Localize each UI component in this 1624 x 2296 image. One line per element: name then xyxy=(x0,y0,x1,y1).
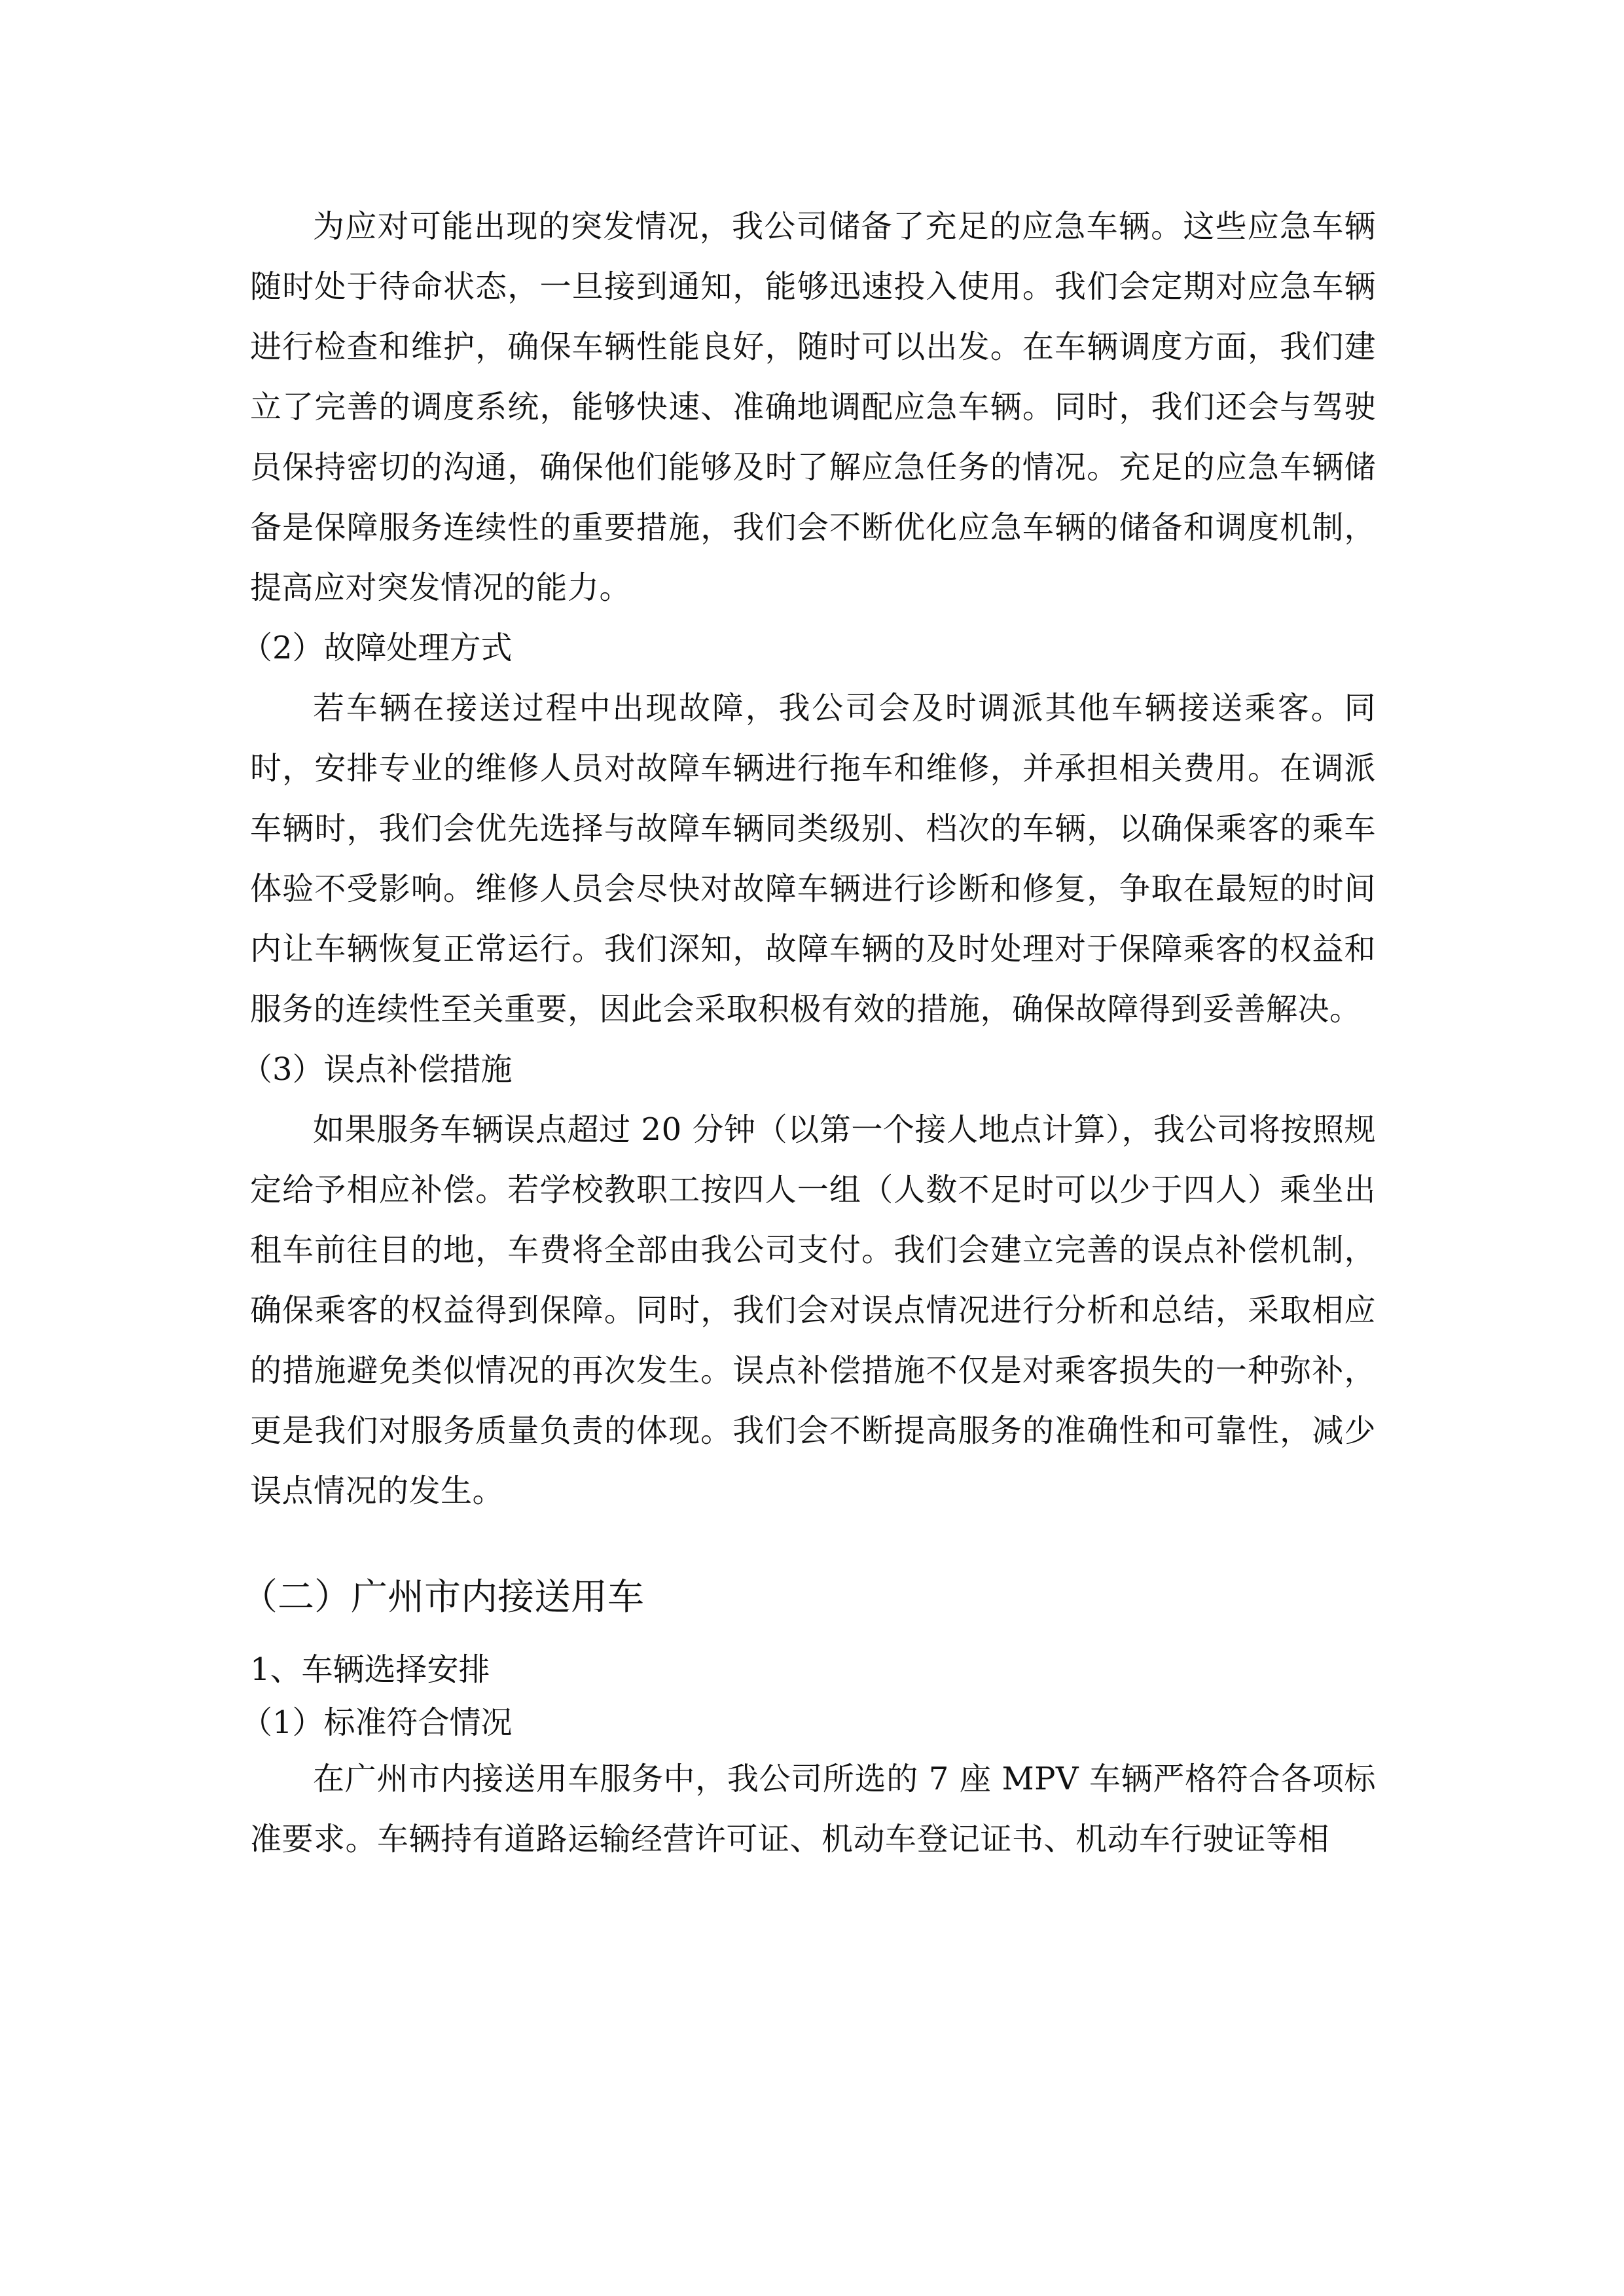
section-heading-guangzhou-transport: （二）广州市内接送用车 xyxy=(241,1576,644,1619)
subheading-delay-compensation: （3）误点补偿措施 xyxy=(241,1051,513,1088)
paragraph-standard-compliance: 在广州市内接送用车服务中，我公司所选的 7 座 MPV 车辆严格符合各项标准要求。车辆持有道路运输经营许可证、机动车登记证书、机动车行驶证等相 xyxy=(250,1761,1376,1857)
paragraph-emergency-vehicles: 为应对可能出现的突发情况，我公司储备了充足的应急车辆。这些应急车辆随时处于待命状态，一旦接到通知，能够迅速投入使用。我们会定期对应急车辆进行检查和维护，确保车辆性能良好，随时可以出发。在车辆调度方面，我们建立了完善的调度系统，能够快速、准确地调配应急车辆。同时，我们还会与驾驶员保持密切的沟通，确保他们能够及时了解应急任务的情况。充足的应急车辆储备是保障服务连续性的重要措施，我们会不断优化应急车辆的储备和调度机制，提高应对突发情况的能力。 xyxy=(250,208,1376,606)
subheading-fault-handling: （2）故障处理方式 xyxy=(241,630,513,666)
item-vehicle-selection: 1、车辆选择安排 xyxy=(250,1651,490,1688)
subheading-standard-compliance: （1）标准符合情况 xyxy=(241,1704,513,1741)
page-content xyxy=(241,196,1376,1869)
paragraph-fault-handling: 若车辆在接送过程中出现故障，我公司会及时调派其他车辆接送乘客。同时，安排专业的维修人员对故障车辆进行拖车和维修，并承担相关费用。在调派车辆时，我们会优先选择与故障车辆同类级别、档次的车辆，以确保乘客的乘车体验不受影响。维修人员会尽快对故障车辆进行诊断和修复，争取在最短的时间内让车辆恢复正常运行。我们深知，故障车辆的及时处理对于保障乘客的权益和服务的连续性至关重要，因此会采取积极有效的措施，确保故障得到妥善解决。 xyxy=(250,690,1376,1028)
paragraph-delay-compensation: 如果服务车辆误点超过 20 分钟（以第一个接人地点计算），我公司将按照规定给予相应补偿。若学校教职工按四人一组（人数不足时可以少于四人）乘坐出租车前往目的地，车费将全部由我公司支付。我们会建立完善的误点补偿机制，确保乘客的权益得到保障。同时，我们会对误点情况进行分析和总结，采取相应的措施避免类似情况的再次发生。误点补偿措施不仅是对乘客损失的一种弥补，更是我们对服务质量负责的体现。我们会不断提高服务的准确性和可靠性，减少误点情况的发生。 xyxy=(250,1111,1376,1509)
